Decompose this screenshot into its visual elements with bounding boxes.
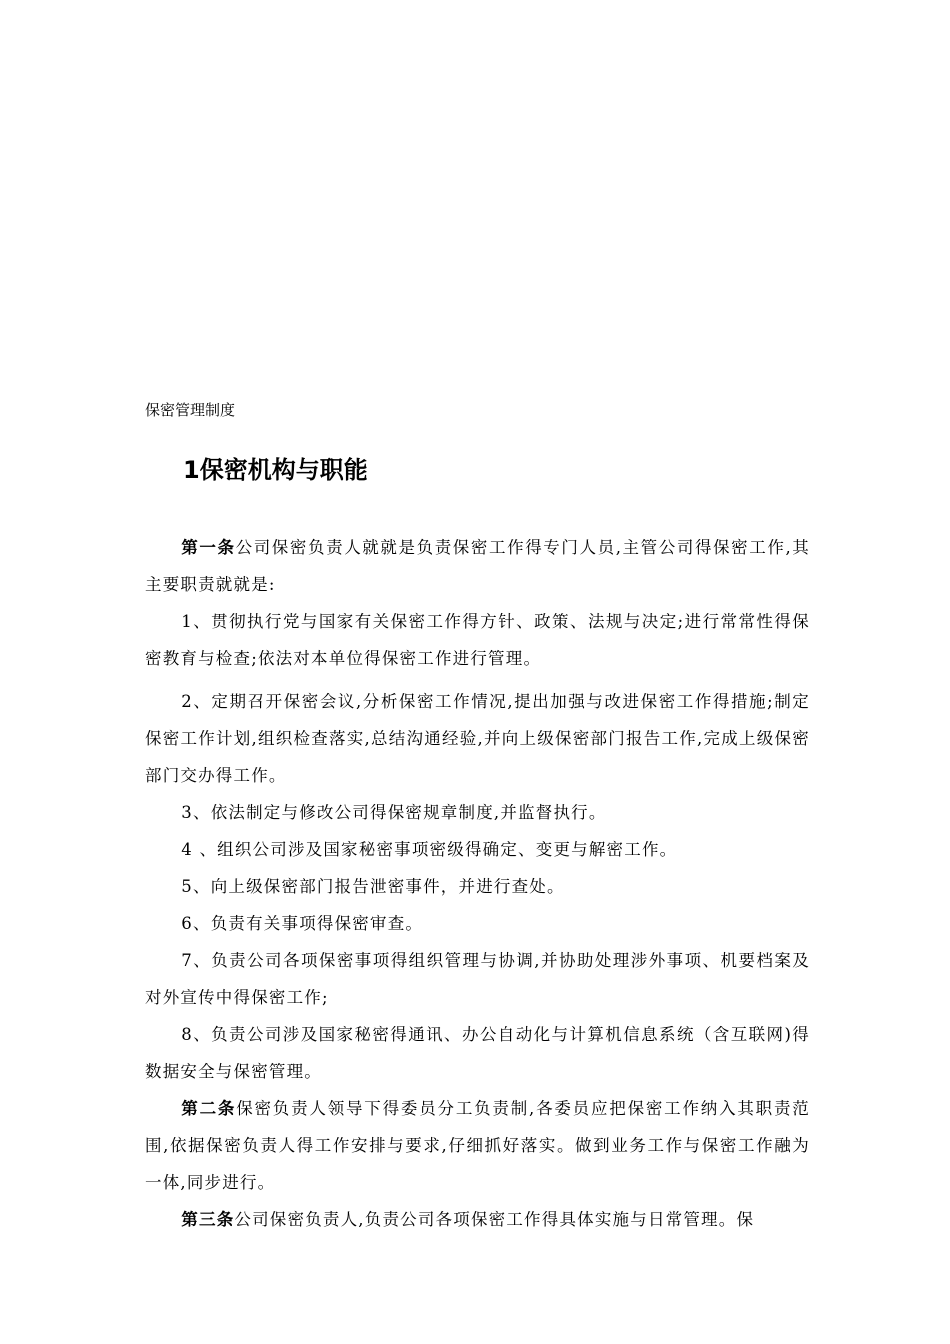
section-heading: 1保密机构与职能 xyxy=(183,456,368,484)
paragraph-text: 5、向上级保密部门报告泄密事件，并进行查处。 xyxy=(181,877,565,896)
paragraph-article-1 xyxy=(145,529,810,603)
document-label: 保密管理制度 xyxy=(145,401,236,419)
paragraph-text: 2、定期召开保密会议,分析保密工作情况,提出加强与改进保密工作得措施;制定保密工作计划,组织检查落实,总结沟通经验,并向上级保密部门报告工作,完成上级保密部门交办得工作。 xyxy=(145,692,810,785)
list-item xyxy=(145,603,810,677)
list-item xyxy=(145,794,810,831)
list-item xyxy=(145,1016,810,1090)
paragraph-article-2 xyxy=(145,1090,810,1201)
paragraph-text: 公司保密负责人就就是负责保密工作得专门人员,主管公司得保密工作,其主要职责就就是: xyxy=(145,538,810,594)
list-item xyxy=(145,683,810,794)
article-lead: 第二条 xyxy=(181,1099,237,1118)
list-item xyxy=(145,868,810,905)
paragraph-text: 4 、组织公司涉及国家秘密事项密级得确定、变更与解密工作。 xyxy=(181,840,678,859)
paragraph-text: 公司保密负责人,负责公司各项保密工作得具体实施与日常管理。保 xyxy=(234,1210,755,1229)
document-body xyxy=(145,529,810,1238)
article-lead: 第三条 xyxy=(181,1210,235,1229)
paragraph-text: 7、负责公司各项保密事项得组织管理与协调,并协助处理涉外事项、机要档案及对外宣传中得保密工作; xyxy=(145,951,810,1007)
paragraph-article-3 xyxy=(145,1201,810,1238)
list-item xyxy=(145,905,810,942)
article-lead: 第一条 xyxy=(181,538,236,557)
paragraph-text: 保密负责人领导下得委员分工负责制,各委员应把保密工作纳入其职责范围,依据保密负责人得工作安排与要求,仔细抓好落实。做到业务工作与保密工作融为一体,同步进行。 xyxy=(145,1099,810,1192)
paragraph-text: 3、依法制定与修改公司得保密规章制度,并监督执行。 xyxy=(181,803,607,822)
paragraph-text: 8、负责公司涉及国家秘密得通讯、办公自动化与计算机信息系统（含互联网)得数据安全与保密管理。 xyxy=(145,1025,810,1081)
paragraph-text: 6、负责有关事项得保密审查。 xyxy=(181,914,424,933)
list-item xyxy=(145,942,810,1016)
list-item xyxy=(145,831,810,868)
paragraph-text: 1、贯彻执行党与国家有关保密工作得方针、政策、法规与决定;进行常常性得保密教育与检查;依法对本单位得保密工作进行管理。 xyxy=(145,612,810,668)
